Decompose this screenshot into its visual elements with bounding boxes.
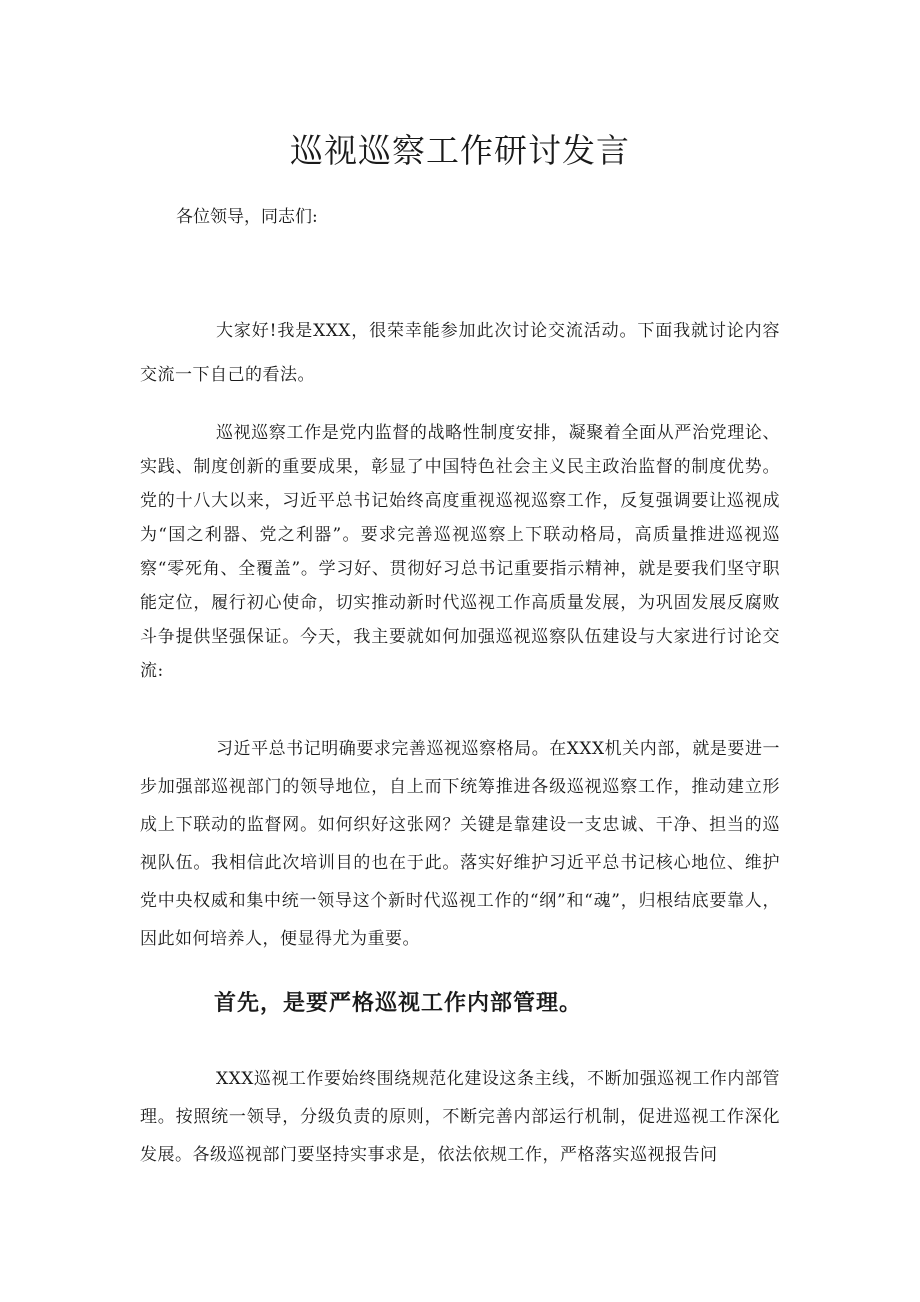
section-heading: 首先，是要严格巡视工作内部管理。 — [214, 991, 583, 1016]
paragraph-inspection-overview: 巡视巡察工作是党内监督的战略性制度安排，凝聚着全面从严治党理论、实践、制度创新的重要成果，彰显了中国特色社会主义民主政治监督的制度优势。党的十八大以来，习近平总书记始终高度重视巡视巡察工作，反复强调要让巡视成为“国之利器、党之利器”。要求完善巡视巡察上下联动格局，高质量推进巡视巡察“零死角、全覆盖”。学习好、贯彻好习总书记重要指示精神，就是要我们坚守职能定位，履行初心使命，切实推动新时代巡视工作高质量发展，为巩固发展反腐败斗争提供坚强保证。今天，我主要就如何加强巡视巡察队伍建设与大家进行讨论交流: — [140, 423, 780, 681]
document-title: 巡视巡察工作研讨发言 — [290, 131, 630, 170]
paragraph-internal-management: XXX巡视工作要始终围绕规范化建设这条主线，不断加强巡视工作内部管理。按照统一领导，分级负责的原则，不断完善内部运行机制，促进巡视工作深化发展。各级巡视部门要坚持实事求是，依法依规工作，严格落实巡视报告问 — [140, 1069, 780, 1165]
paragraph-intro: 大家好!我是XXX，很荣幸能参加此次讨论交流活动。下面我就讨论内容交流一下自己的看法。 — [140, 321, 780, 385]
paragraph-inspection-network: 习近平总书记明确要求完善巡视巡察格局。在XXX机关内部，就是要进一步加强部巡视部门的领导地位，自上而下统筹推进各级巡视巡察工作，推动建立形成上下联动的监督网。如何织好这张网？关键是靠建设一支忠诚、干净、担当的巡视队伍。我相信此次培训目的也在于此。落实好维护习近平总书记核心地位、维护党中央权威和集中统一领导这个新时代巡视工作的“纲”和“魂”，归根结底要靠人，因此如何培养人，便显得尤为重要。 — [140, 739, 780, 949]
salutation: 各位领导，同志们: — [176, 207, 318, 227]
